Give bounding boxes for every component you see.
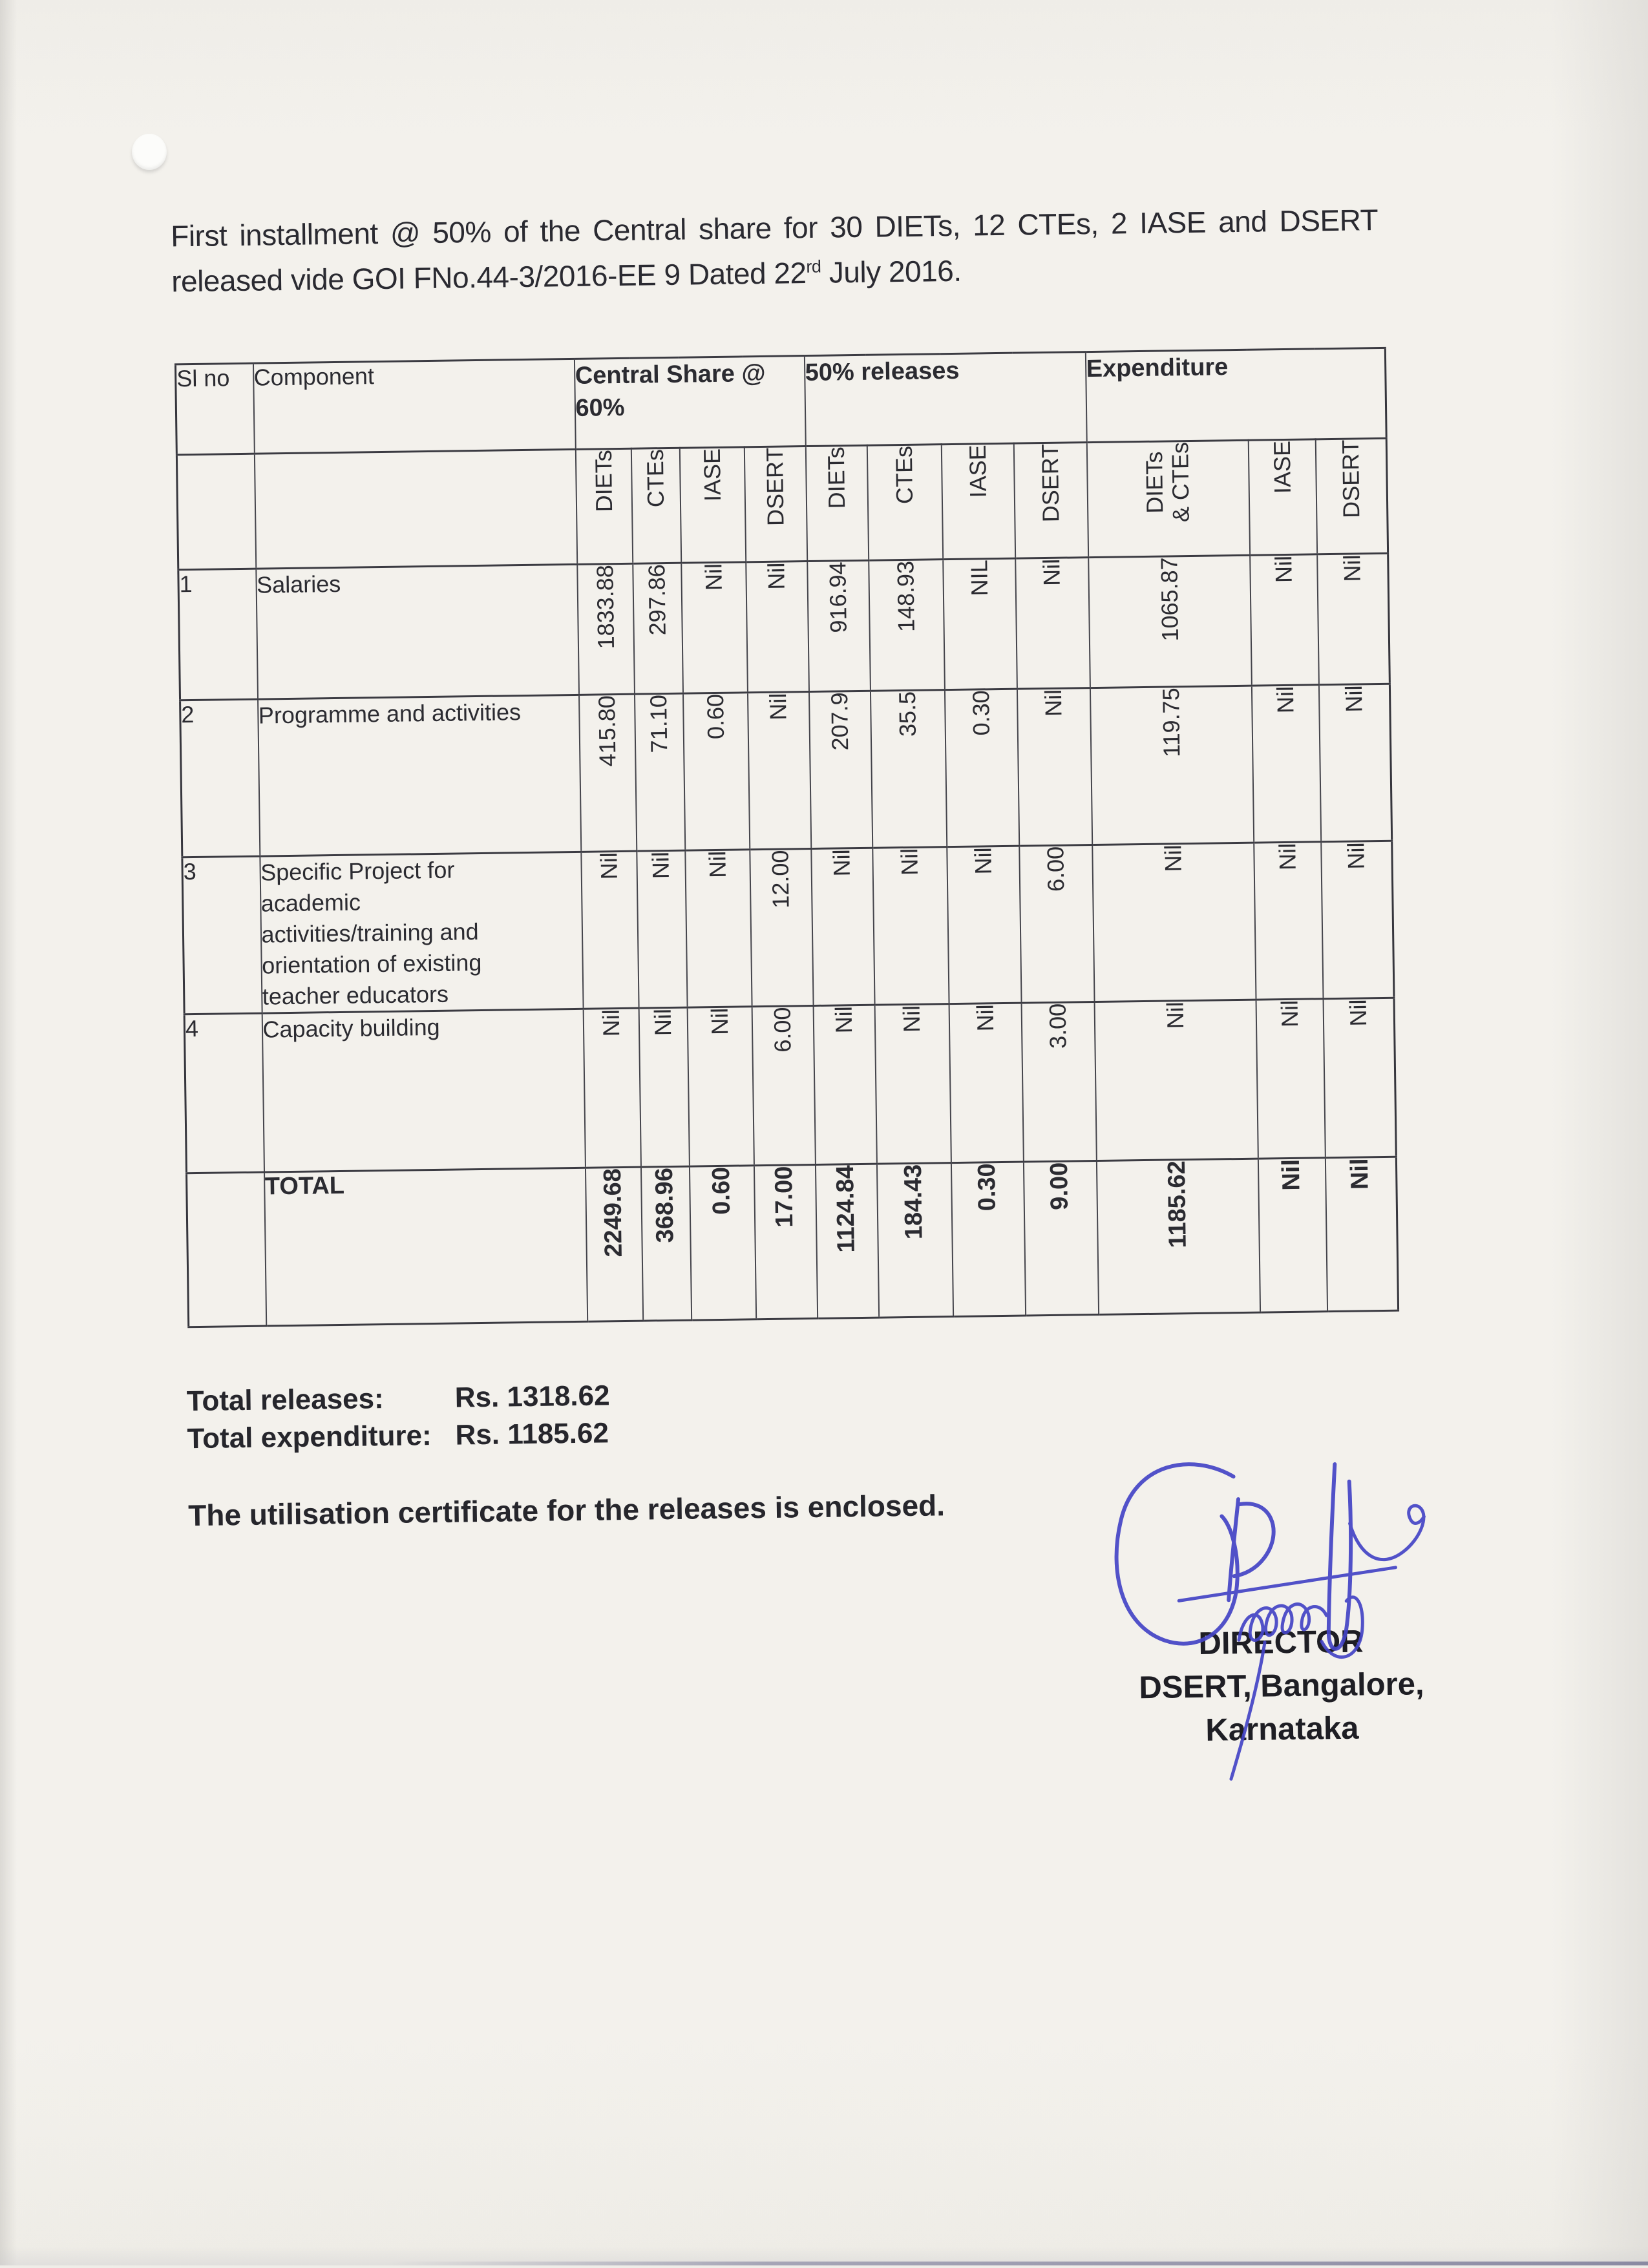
cell-value: Nil [1321,841,1394,998]
cell-value: 297.86 [633,563,683,694]
cell-value: 119.75 [1090,686,1253,845]
cell-value: 415.80 [578,694,636,852]
total-value: 2249.68 [585,1167,642,1321]
header-expenditure: Expenditure [1085,348,1386,442]
cell-value: Nil [872,847,949,1005]
cell-value: Nil [747,692,810,850]
table-row-salaries [178,553,1390,700]
row-component: Specific Project for academic activities/training and orientation of existing teacher educators [260,852,583,1013]
cell-value: Nil [639,1007,689,1167]
cell-value: Nil [1015,558,1090,689]
signatory-title: DIRECTOR [1198,1624,1364,1661]
handwritten-signature [1101,1445,1441,1792]
intro-line-2-text: released vide GOI FNo.44-3/2016-EE 9 Dated 22 [171,256,807,299]
table-row-capacity-building [184,998,1396,1173]
cell-value: 12.00 [750,849,813,1007]
intro-line-2-tail: July 2016. [821,253,962,289]
cell-value: 6.00 [1019,845,1094,1003]
total-releases-line [186,1377,609,1420]
expenditure-table [174,347,1399,1328]
subheader-rel-dsert: DSERT [1013,443,1088,559]
cell-value: 6.00 [752,1005,815,1165]
total-value: 184.43 [876,1163,953,1318]
cell-value: Nil [947,846,1021,1004]
table-subheader-row [176,438,1388,569]
row-sl: 3 [182,856,262,1014]
cell-value: 207.9 [808,691,872,848]
cell-value: Nil [581,851,639,1009]
subheader-empty-component [254,449,576,569]
total-releases-value: Rs. 1318.62 [454,1380,610,1414]
cell-value: Nil [637,850,687,1008]
cell-value: 35.5 [870,690,946,848]
total-value: 0.30 [951,1162,1025,1317]
cell-value: NIL [943,558,1017,690]
cell-value: Nil [1256,999,1325,1159]
cell-value: Nil [949,1003,1023,1163]
row-component: Salaries [256,564,579,699]
subheader-rel-ctes: CTEs [867,445,942,561]
row-sl [187,1172,266,1327]
cell-value: Nil [1254,842,1323,1000]
signatory-org: DSERT, Bangalore, [1139,1666,1424,1706]
cell-value: Nil [685,850,752,1007]
subheader-exp-dsert: DSERT [1315,438,1388,554]
subheader-cs-dsert: DSERT [744,446,807,562]
subheader-empty-sl [176,454,255,570]
cell-value: Nil [811,848,874,1005]
cell-value: Nil [1323,998,1396,1157]
cell-value: Nil [1092,843,1256,1002]
scanner-bottom-edge-line [388,2262,1648,2265]
header-50-releases: 50% releases [804,352,1086,446]
cell-value: 1833.88 [577,563,635,695]
cell-value: Nil [874,1004,951,1164]
total-label: TOTAL [264,1168,587,1326]
intro-line-1: First installment @ 50% of the Central share for 30 DIETs, 12 CTEs, 2 IASE and DSERT [170,202,1379,253]
total-expenditure-line [187,1414,610,1458]
total-value: Nil [1258,1158,1327,1312]
cell-value: 916.94 [807,560,871,691]
row-component: Capacity building [262,1009,585,1172]
total-expenditure-label: Total expenditure: [187,1420,432,1455]
cell-value: Nil [583,1008,640,1168]
table-row-programme [180,684,1392,857]
ordinal-superscript: rd [806,257,821,277]
total-value: 368.96 [640,1166,691,1321]
cell-value: 0.60 [682,693,749,850]
row-sl: 1 [178,569,258,700]
cell-value: 3.00 [1021,1002,1096,1162]
total-releases-label: Total releases: [186,1383,385,1418]
subheader-rel-diets: DIETs [805,445,868,561]
total-expenditure-value: Rs. 1185.62 [455,1417,609,1451]
cell-value: Nil [681,562,748,693]
signatory-state: Karnataka [1205,1710,1359,1748]
cell-value: Nil [813,1005,876,1164]
header-component: Component [253,359,575,454]
header-central-share: Central Share @ 60% [574,356,805,450]
total-value: 0.60 [689,1166,755,1320]
table-row-total [187,1157,1399,1327]
cell-value: 0.30 [944,689,1019,847]
cell-value: Nil [1318,684,1391,841]
total-value: 17.00 [754,1164,817,1319]
cell-value: 148.93 [869,560,945,691]
total-value: 1124.84 [815,1164,878,1318]
cell-value: Nil [1251,685,1320,843]
totals-summary [186,1377,610,1458]
cell-value: 71.10 [634,693,684,851]
subheader-exp-iase: IASE [1248,439,1316,555]
table-row-specific-project [182,841,1394,1014]
table-header-row [175,348,1386,454]
subheader-cs-iase: IASE [679,447,745,563]
row-component: Programme and activities [258,695,581,856]
subheader-rel-iase: IASE [941,443,1015,560]
cell-value: Nil [1317,553,1390,684]
intro-paragraph [171,197,1379,304]
row-sl: 4 [184,1013,264,1173]
cell-value: Nil [1250,554,1319,686]
cell-value: Nil [746,562,809,693]
cell-value: Nil [1017,688,1092,846]
header-sl-no: Sl no [175,363,254,455]
row-sl: 2 [180,699,260,857]
cell-value: 1065.87 [1088,555,1252,688]
total-value: 1185.62 [1096,1159,1260,1314]
total-value: 9.00 [1023,1161,1098,1316]
cell-value: Nil [687,1007,754,1166]
subheader-cs-ctes: CTEs [631,448,681,563]
cell-value: Nil [1094,1000,1258,1160]
subheader-cs-diets: DIETs [575,448,632,564]
subheader-exp-diets-ctes: DIETs & CTEs [1086,440,1249,557]
utilisation-note: The utilisation certificate for the releases is enclosed. [187,1488,945,1533]
total-value: Nil [1325,1157,1398,1311]
